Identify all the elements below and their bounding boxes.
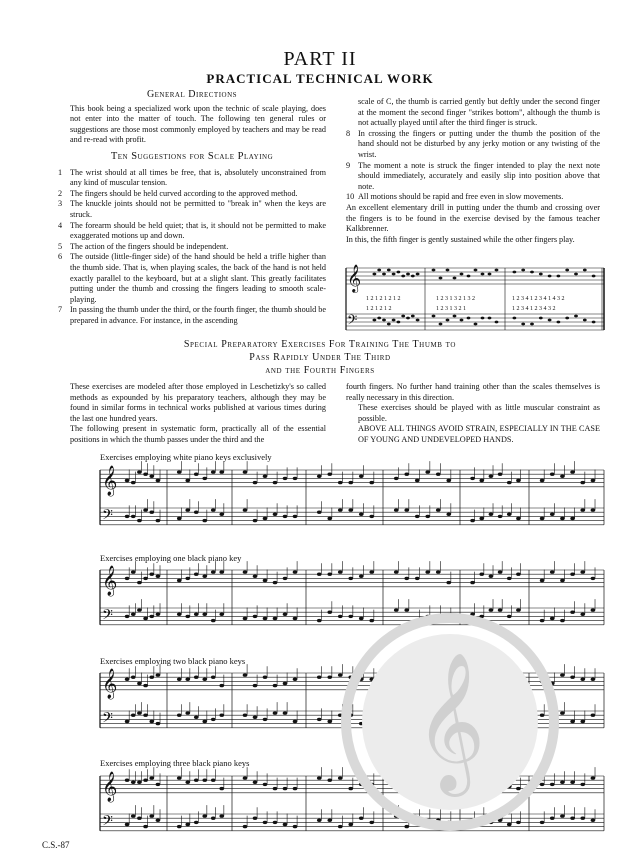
note-head [317, 619, 322, 622]
note-head [125, 779, 130, 782]
note-head [293, 617, 298, 620]
note-head [570, 781, 575, 784]
note-head [359, 513, 364, 516]
note-head [263, 718, 268, 721]
note-head [202, 613, 207, 616]
note-head [348, 481, 353, 484]
note-head [273, 711, 278, 714]
note-head [131, 714, 136, 717]
note-head [580, 508, 585, 511]
note-head [479, 573, 484, 576]
note-head [253, 781, 258, 784]
suggestion-item: 4 The forearm should be held quiet; that is, it should not be permitted to make exaggerated motions up and down. [58, 220, 326, 241]
note-head [125, 577, 130, 580]
note-head [211, 676, 216, 679]
note-head [338, 570, 343, 573]
note-head [338, 481, 343, 484]
note-head [425, 570, 430, 573]
note-head [580, 817, 585, 820]
note-head [570, 517, 575, 520]
note-head [293, 825, 298, 828]
note-head [202, 678, 207, 681]
note-head [131, 515, 136, 518]
note-head [143, 684, 148, 687]
note-head [194, 676, 199, 679]
bass-clef-icon: 𝄢 [102, 607, 113, 627]
note-head [369, 515, 374, 518]
note-head [194, 573, 199, 576]
note-head [137, 781, 142, 784]
note-head [580, 720, 585, 723]
suggestion-item: 5 The action of the fingers should be independent. [58, 241, 229, 251]
note-head [498, 570, 503, 573]
note-head [317, 718, 322, 721]
note-head [560, 517, 565, 520]
note-head [338, 508, 343, 511]
note-head [293, 678, 298, 681]
note-head [394, 570, 399, 573]
note-head [219, 513, 224, 516]
note-head [560, 619, 565, 622]
note-head [580, 678, 585, 681]
note-head [243, 570, 248, 573]
note-head [591, 508, 596, 511]
note-head [570, 573, 575, 576]
note-head [273, 481, 278, 484]
note-head [194, 779, 199, 782]
note-head [369, 570, 374, 573]
note-head [425, 515, 430, 518]
svg-text:1 2 3 1 3 2 1 3 2: 1 2 3 1 3 2 1 3 2 [436, 296, 475, 302]
note-head [137, 581, 142, 584]
note-head [560, 673, 565, 676]
part-subtitle: PRACTICAL TECHNICAL WORK [206, 71, 434, 86]
note-head [516, 517, 521, 520]
note-head [327, 473, 332, 476]
strain-warning: ABOVE ALL THINGS AVOID STRAIN, ESPECIALLY IN THE CASE OF YOUNG AND UNDEVELOPED HANDS. [358, 424, 600, 444]
suggestion-item: 1 The wrist should at all times be free, that is, absolutely unconstrained from any kind of muscular tension. [58, 167, 326, 188]
note-head [194, 821, 199, 824]
note-head [177, 776, 182, 779]
note-head [293, 477, 298, 480]
note-head [143, 779, 148, 782]
note-head [177, 825, 182, 828]
note-head [470, 581, 475, 584]
note-head [436, 570, 441, 573]
note-head [219, 787, 224, 790]
note-head [479, 479, 484, 482]
note-head [470, 519, 475, 522]
note-head [143, 714, 148, 717]
note-head [580, 613, 585, 616]
note-head [348, 508, 353, 511]
note-head [149, 573, 154, 576]
note-head [156, 819, 161, 822]
note-head [273, 581, 278, 584]
note-head [202, 779, 207, 782]
note-head [570, 611, 575, 614]
note-head [156, 575, 161, 578]
special-right-paragraph-2: These exercises should be played with as little muscular constraint as possible. [358, 403, 600, 423]
note-head [359, 575, 364, 578]
special-heading-line3: and the Fourth Fingers [265, 365, 375, 376]
note-head [436, 473, 441, 476]
note-head [211, 779, 216, 782]
note-head [177, 678, 182, 681]
note-head [560, 475, 565, 478]
note-head [570, 470, 575, 473]
note-head [489, 513, 494, 516]
note-head [177, 517, 182, 520]
note-head [156, 783, 161, 786]
note-head [283, 823, 288, 826]
note-head [156, 722, 161, 725]
suggestion-item: 9 The moment a note is struck the finger intended to play the next note should immediately, accurately and easily slip into position above that note. [346, 160, 600, 191]
svg-text:𝄞: 𝄞 [347, 264, 362, 292]
note-head [591, 479, 596, 482]
note-head [177, 714, 182, 717]
note-head [293, 570, 298, 573]
special-heading-line2: Pass Rapidly Under The Third [249, 352, 391, 363]
note-head [446, 513, 451, 516]
treble-clef-icon: 𝄞 [102, 772, 118, 802]
note-head [283, 787, 288, 790]
note-head [143, 577, 148, 580]
note-head [591, 678, 596, 681]
note-head [125, 479, 130, 482]
note-head [540, 579, 545, 582]
part-title: PART II [283, 48, 357, 70]
note-head [327, 779, 332, 782]
watermark-seal [340, 612, 560, 832]
note-head [394, 477, 399, 480]
note-head [149, 720, 154, 723]
note-head [219, 570, 224, 573]
note-head [327, 819, 332, 822]
note-head [498, 473, 503, 476]
suggestion-item: 7 In passing the thumb under the third, or the fourth finger, the thumb should be prepared in advance. For instance, in the ascending [58, 305, 326, 325]
note-head [125, 678, 130, 681]
note-head [283, 711, 288, 714]
note-head [243, 470, 248, 473]
note-head [243, 617, 248, 620]
exercise-label: Exercises employing two black piano keys [100, 656, 246, 666]
note-head [425, 470, 430, 473]
note-head [591, 608, 596, 611]
note-head [317, 819, 322, 822]
note-head [540, 479, 545, 482]
note-head [317, 573, 322, 576]
note-head [404, 508, 409, 511]
note-head [446, 479, 451, 482]
note-head [327, 720, 332, 723]
note-head [446, 581, 451, 584]
general-directions-text: This book being a specialized work upon the technic of scale playing, does not enter into the matter of touch. The following ten general rules or suggestions are those most commonly employed by teachers and may be read and re-read with profit. [70, 103, 326, 145]
note-head [219, 613, 224, 616]
note-head [283, 613, 288, 616]
note-head [185, 508, 190, 511]
note-head [253, 575, 258, 578]
note-head [263, 475, 268, 478]
note-head [283, 682, 288, 685]
special-left-paragraph: These exercises are modeled after those employed in Leschetizky's so called methods as expounded by his preparatory teachers, although they may be found in similar forms in technical works published at various times during the last one hundred years. [70, 382, 326, 423]
note-head [211, 817, 216, 820]
note-head [293, 787, 298, 790]
note-head [185, 678, 190, 681]
note-head [570, 720, 575, 723]
note-head [470, 477, 475, 480]
ten-suggestions-heading: Ten Suggestions for Scale Playing [110, 150, 274, 162]
note-head [156, 673, 161, 676]
note-head [253, 716, 258, 719]
note-head [185, 479, 190, 482]
note-head [131, 781, 136, 784]
note-head [580, 481, 585, 484]
note-head [143, 617, 148, 620]
note-head [415, 577, 420, 580]
note-head [211, 470, 216, 473]
note-head [273, 821, 278, 824]
note-head [156, 479, 161, 482]
note-head [591, 819, 596, 822]
svg-text:𝄞: 𝄞 [414, 652, 486, 791]
note-head [317, 776, 322, 779]
treble-clef-icon: 𝄞 [102, 566, 118, 596]
note-head [202, 519, 207, 522]
suggestion-item: 6 The outside (little-finger side) of the hand should be held a trifle higher than the thumb side. That is, when playing scales, the back of the hand is not held exactly parallel to the keyboard, but at a slight slant. This greatly facilitates putting under the thumb and crossing the fingers leading to smooth scale-playing. [58, 252, 326, 304]
note-head [131, 814, 136, 817]
note-head [149, 475, 154, 478]
suggestion-item: 10 All motions should be rapid and free even in slow movements. [346, 192, 564, 202]
note-head [131, 481, 136, 484]
special-heading-line1: Special Preparatory Exercises For Training The Thumb to [183, 339, 457, 350]
note-head [194, 613, 199, 616]
note-head [283, 577, 288, 580]
note-head [149, 511, 154, 514]
note-head [253, 684, 258, 687]
special-right-paragraph: fourth fingers. No further hand training other than the scales themselves is really necessary in this direction. [346, 382, 600, 402]
note-head [263, 617, 268, 620]
note-head [498, 515, 503, 518]
note-head [243, 508, 248, 511]
note-head [219, 814, 224, 817]
note-head [404, 473, 409, 476]
note-head [137, 682, 142, 685]
note-head [591, 577, 596, 580]
exercise-label: Exercises employing one black piano key [100, 553, 242, 563]
note-head [137, 519, 142, 522]
note-head [560, 711, 565, 714]
note-head [143, 825, 148, 828]
note-head [317, 511, 322, 514]
note-head [359, 475, 364, 478]
note-head [263, 579, 268, 582]
note-head [591, 714, 596, 717]
treble-clef-icon: 𝄞 [102, 466, 118, 496]
note-head [253, 817, 258, 820]
note-head [219, 470, 224, 473]
note-head [125, 823, 130, 826]
suggestion-item: 3 The knuckle joints should not be permitted to "break in" when the keys are struck. [58, 199, 326, 219]
note-head [560, 579, 565, 582]
note-head [149, 814, 154, 817]
note-head [156, 613, 161, 616]
grand-staff-system [100, 461, 604, 527]
note-head [516, 479, 521, 482]
note-head [219, 714, 224, 717]
note-head [570, 817, 575, 820]
note-head [540, 517, 545, 520]
note-head [263, 676, 268, 679]
svg-text:1 2 3 4 1 2 3 4 1 4 3 2: 1 2 3 4 1 2 3 4 1 4 3 2 [512, 296, 565, 302]
note-head [570, 676, 575, 679]
bass-clef-icon: 𝄢 [102, 710, 113, 730]
note-head [394, 508, 399, 511]
note-head [591, 776, 596, 779]
exercise-label: Exercises employing three black piano keys [100, 758, 250, 768]
note-head [131, 613, 136, 616]
note-head [137, 470, 142, 473]
note-head [185, 711, 190, 714]
note-head [253, 519, 258, 522]
note-head [273, 684, 278, 687]
note-head [263, 517, 268, 520]
note-head [125, 615, 130, 618]
note-head [560, 781, 565, 784]
note-head [194, 511, 199, 514]
note-head [143, 473, 148, 476]
note-head [550, 513, 555, 516]
note-head [194, 716, 199, 719]
note-head [137, 817, 142, 820]
note-head [185, 577, 190, 580]
note-head [202, 575, 207, 578]
note-head [273, 513, 278, 516]
note-head [283, 477, 288, 480]
note-head [177, 613, 182, 616]
svg-text:𝄢: 𝄢 [347, 312, 358, 331]
note-head [415, 515, 420, 518]
note-head [125, 515, 130, 518]
note-head [489, 475, 494, 478]
page-footer: C.S.-87 [42, 840, 70, 850]
note-head [202, 477, 207, 480]
note-head [479, 517, 484, 520]
note-head [283, 515, 288, 518]
note-head [293, 720, 298, 723]
note-head [369, 481, 374, 484]
note-head [560, 814, 565, 817]
suggestion-item: 8 In crossing the fingers or putting under the thumb the position of the hand should not be disturbed by any jerky motion or any twisting of the wrist. [346, 128, 600, 159]
suggestion-7-continuation: scale of C, the thumb is carried gently but deftly under the second finger at the moment the second finger "strikes bottom", although the thumb is not actually played until after the third finger is struck. [358, 97, 600, 128]
note-head [263, 821, 268, 824]
note-head [156, 519, 161, 522]
note-head [243, 673, 248, 676]
note-head [143, 508, 148, 511]
note-head [507, 513, 512, 516]
note-head [243, 776, 248, 779]
note-head [149, 615, 154, 618]
note-head [253, 481, 258, 484]
note-head [489, 575, 494, 578]
note-head [211, 570, 216, 573]
note-head [131, 570, 136, 573]
note-head [185, 823, 190, 826]
note-head [243, 714, 248, 717]
note-head [137, 608, 142, 611]
note-head [211, 508, 216, 511]
note-head [580, 570, 585, 573]
note-head [137, 711, 142, 714]
note-head [550, 570, 555, 573]
note-head [253, 615, 258, 618]
note-head [177, 579, 182, 582]
general-directions-heading: General Directions [146, 89, 238, 100]
note-head [125, 720, 130, 723]
note-head [243, 825, 248, 828]
note-head [185, 615, 190, 618]
special-left-paragraph-2: The following present in systematic form, practically all of the essential positions in which the thumb passes under the third and the [70, 424, 326, 444]
note-head [404, 577, 409, 580]
kalkbrenner-text-2: In this, the fifth finger is gently sustained while the other fingers play. [346, 234, 575, 244]
svg-text:1 2 3 1 3 2 1: 1 2 3 1 3 2 1 [436, 306, 466, 312]
exercise-label: Exercises employing white piano keys exclusively [100, 452, 272, 462]
note-head [327, 676, 332, 679]
note-head [211, 619, 216, 622]
suggestion-item: 2 The fingers should be held curved according to the approved method. [58, 188, 298, 198]
note-head [211, 718, 216, 721]
note-head [580, 783, 585, 786]
note-head [219, 684, 224, 687]
note-head [293, 515, 298, 518]
note-head [436, 508, 441, 511]
treble-clef-icon: 𝄞 [102, 669, 118, 699]
note-head [177, 470, 182, 473]
note-head [507, 577, 512, 580]
note-head [317, 676, 322, 679]
note-head [348, 577, 353, 580]
kalkbrenner-text: An excellent elementary drill in putting under the thumb and crossing over the fingers is to be found in the exercise devised by the famous teacher Kalkbrenner. [346, 202, 600, 234]
note-head [273, 617, 278, 620]
note-head [149, 676, 154, 679]
note-head [263, 783, 268, 786]
note-head [202, 814, 207, 817]
svg-text:1 2 3 4 1 2 3 4 3 2: 1 2 3 4 1 2 3 4 3 2 [512, 306, 556, 312]
svg-text:1 2 1 2 1 2: 1 2 1 2 1 2 [366, 306, 392, 312]
note-head [327, 573, 332, 576]
note-head [273, 787, 278, 790]
note-head [327, 517, 332, 520]
note-head [185, 781, 190, 784]
note-head [550, 473, 555, 476]
note-head [202, 720, 207, 723]
note-head [131, 676, 136, 679]
bass-clef-icon: 𝄢 [102, 507, 113, 527]
svg-text:1 2 1 2 1 2 1 2: 1 2 1 2 1 2 1 2 [366, 296, 401, 302]
bass-clef-icon: 𝄢 [102, 813, 113, 833]
note-head [507, 481, 512, 484]
note-head [516, 573, 521, 576]
note-head [194, 473, 199, 476]
note-head [149, 776, 154, 779]
note-head [327, 611, 332, 614]
note-head [415, 479, 420, 482]
note-head [317, 475, 322, 478]
